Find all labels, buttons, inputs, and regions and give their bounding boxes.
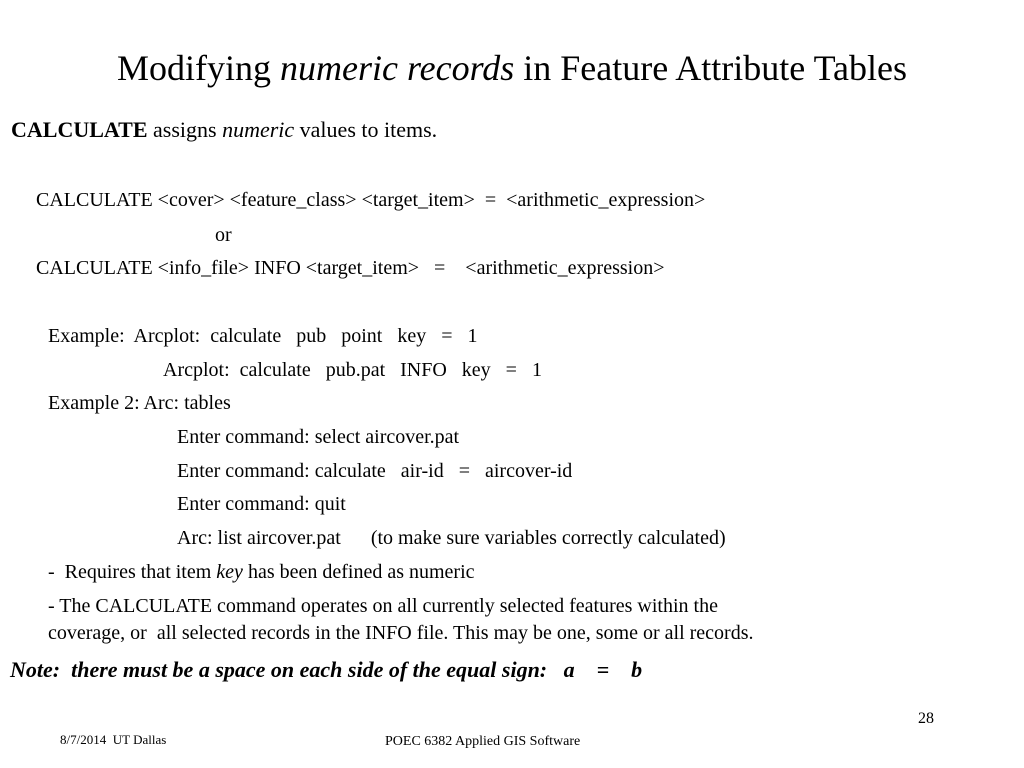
calculate-note-line-2: coverage, or all selected records in the INFO file. This may be one, some or all records. [48, 622, 754, 644]
example2-line: Enter command: quit [177, 493, 346, 515]
footer-date: 8/7/2014 UT Dallas [60, 732, 167, 747]
intro-text2: values to items. [294, 117, 438, 142]
title-part2-italic: numeric records [280, 48, 515, 88]
equal-sign-note: Note: there must be a space on each side of the equal sign: a = b [10, 657, 643, 682]
example2-line: Enter command: calculate air-id = aircover-id [177, 460, 573, 482]
intro-bold: CALCULATE [11, 117, 148, 142]
example1-line-2: Arcplot: calculate pub.pat INFO key = 1 [163, 359, 542, 381]
requires-text2: has been defined as numeric [242, 561, 475, 583]
example2-line: Enter command: select aircover.pat [177, 426, 460, 448]
title-part1: Modifying [116, 48, 280, 88]
calculate-note-line-1: - The CALCULATE command operates on all currently selected features within the [48, 595, 718, 617]
title-part3: in Feature Attribute Tables [514, 48, 908, 88]
or-text: or [215, 224, 232, 246]
footer-course: POEC 6382 Applied GIS Software [385, 734, 581, 749]
page-number: 28 [918, 710, 934, 727]
requires-italic: key [216, 561, 243, 583]
intro-italic: numeric [222, 117, 295, 142]
example2-header: Example 2: Arc: tables [48, 392, 231, 414]
syntax-line-1: CALCULATE <cover> <feature_class> <target_item> = <arithmetic_expression> [36, 189, 706, 211]
intro-line [11, 119, 437, 141]
requires-line [48, 562, 475, 582]
example1-line-1: Example: Arcplot: calculate pub point key = 1 [48, 325, 478, 347]
example2-line: Arc: list aircover.pat (to make sure variables correctly calculated) [177, 527, 726, 549]
requires-text1: - Requires that item [48, 561, 217, 583]
slide-title [0, 50, 1024, 86]
syntax-line-2: CALCULATE <info_file> INFO <target_item> = <arithmetic_expression> [36, 257, 665, 279]
intro-text1: assigns [147, 117, 223, 142]
